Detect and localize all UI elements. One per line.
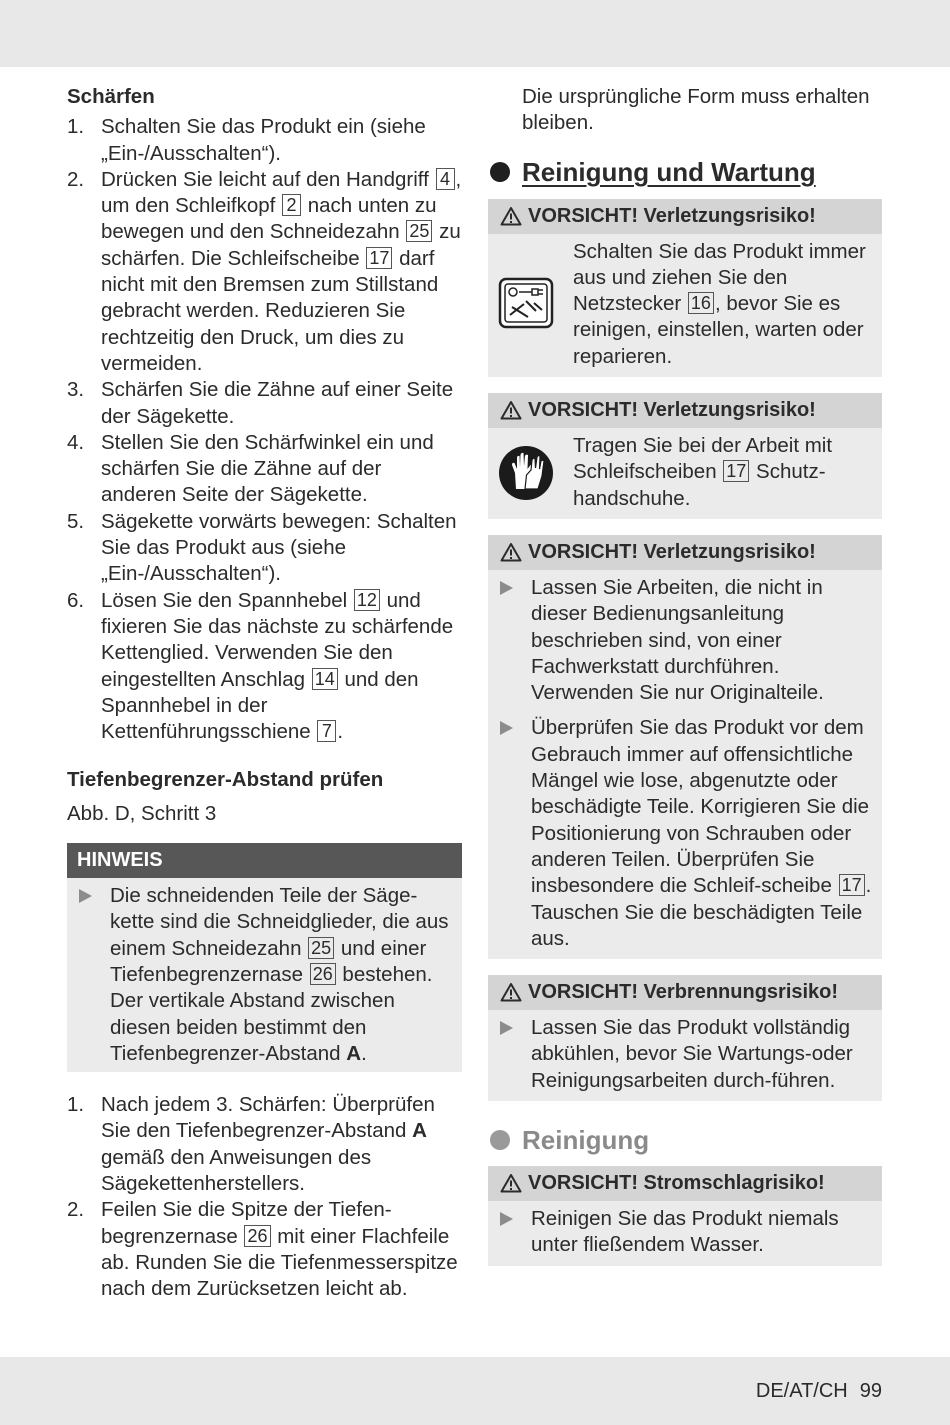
part-number-ref: 12	[354, 589, 380, 611]
step-number: 2.	[67, 1198, 85, 1222]
warning-title: VORSICHT! Verletzungsrisiko!	[488, 199, 882, 234]
step-item	[67, 377, 462, 430]
step-text: Feilen Sie die Spitze der Tiefen-begrenzernase 26 mit einer Flachfeile ab. Runden Sie die Tiefenmesserspitze nach dem Zurücksetzen leicht ab.	[101, 1198, 458, 1301]
step-text: Schärfen Sie die Zähne auf einer Seite der Sägekette.	[101, 378, 454, 428]
part-number-ref: 2	[282, 194, 301, 216]
part-number-ref: 7	[317, 720, 336, 742]
hinweis-text: Die schneidenden Teile der Säge-kette sind die Schneidglieder, die aus einem Schneidezahn 25 und einer Tiefenbegrenzernase 26 bestehen. Der vertikale Abstand zwischen diesen beiden bestimmt den Tiefenbegrenzer-Abstand A.	[110, 884, 449, 1065]
part-number-ref: 16	[688, 292, 714, 314]
part-number-ref: 17	[366, 247, 392, 269]
step-text: Stellen Sie den Schärfwinkel ein und schärfen Sie die Zähne auf der anderen Seite der Sägekette.	[101, 430, 434, 507]
warning-bullets	[488, 570, 882, 959]
warning-bullets	[488, 1201, 882, 1266]
warning-text: Tragen Sie bei der Arbeit mit Schleifscheiben 17 Schutz-handschuhe.	[573, 434, 833, 510]
step-item	[67, 1197, 462, 1302]
section-bullet-icon	[490, 162, 510, 182]
warning-box-unplug	[488, 199, 882, 377]
step-number: 3.	[67, 378, 85, 402]
step-text: Nach jedem 3. Schärfen: Überprüfen Sie den Tiefenbegrenzer-Abstand A gemäß den Anweisungen des Sägekettenherstellers.	[101, 1093, 435, 1195]
top-bar	[0, 0, 950, 67]
right-column	[488, 84, 882, 1266]
warning-box-shock	[488, 1166, 882, 1266]
step-text: Sägekette vorwärts bewegen: Schalten Sie das Produkt aus (siehe „Ein-/Ausschalten“).	[101, 509, 457, 586]
warning-title: VORSICHT! Verletzungsrisiko!	[488, 393, 882, 428]
triangle-bullet-icon	[500, 721, 513, 735]
bold-label: A	[346, 1041, 362, 1065]
step-item	[67, 588, 462, 746]
heading-tiefenbegrenzer: Tiefenbegrenzer-Abstand prüfen	[67, 768, 384, 792]
step-number: 4.	[67, 430, 85, 454]
unplug-icon	[498, 277, 554, 329]
footer-language: DE/AT/CH	[755, 1380, 848, 1402]
warning-bullet-item	[498, 1015, 872, 1094]
step-number: 1.	[67, 115, 85, 139]
triangle-bullet-icon	[500, 1212, 513, 1226]
part-number-ref: 17	[723, 460, 749, 482]
step-number: 1.	[67, 1093, 85, 1117]
warning-title: VORSICHT! Verbrennungsrisiko!	[488, 975, 882, 1010]
step-item	[67, 1092, 462, 1197]
step-item	[67, 114, 462, 167]
section-reinigung: Reinigung	[488, 1125, 882, 1155]
step-item	[67, 167, 462, 377]
warning-title: VORSICHT! Verletzungsrisiko!	[488, 535, 882, 570]
triangle-bullet-icon	[500, 1021, 513, 1035]
warning-triangle-icon	[500, 206, 522, 226]
hinweis-title: HINWEIS	[67, 843, 462, 878]
sharpen-steps	[67, 114, 462, 745]
part-number-ref: 4	[436, 168, 455, 190]
step-item	[67, 509, 462, 588]
warning-triangle-icon	[500, 400, 522, 420]
bold-label: A	[412, 1119, 427, 1143]
step-number: 6.	[67, 588, 85, 612]
hinweis-box	[67, 843, 462, 1072]
warning-triangle-icon	[500, 982, 522, 1002]
step-text: Drücken Sie leicht auf den Handgriff 4 , um den Schleifkopf 2 nach unten zu bewegen und den Schneidezahn 25 zu schärfen. Die Schleifscheibe 17 darf nicht mit den Bremsen zum Stillstand gebracht werden. Reduzieren Sie rechtzeitig den Druck, um dies zu vermeiden.	[101, 167, 462, 375]
figure-reference: Abb. D, Schritt 3	[67, 801, 217, 825]
left-column	[67, 84, 462, 1302]
triangle-bullet-icon	[79, 889, 92, 903]
page-footer	[756, 1378, 882, 1404]
step-item	[67, 430, 462, 509]
step-text: Schalten Sie das Produkt ein (siehe „Ein-/Ausschalten“).	[101, 115, 426, 165]
section-bullet-icon	[490, 1130, 510, 1150]
part-number-ref: 17	[839, 874, 865, 896]
warning-text: Schalten Sie das Produkt immer aus und ziehen Sie den Netzstecker 16 , bevor Sie es reinigen, einstellen, warten oder reparieren.	[573, 239, 866, 368]
warning-triangle-icon	[500, 542, 522, 562]
part-number-ref: 26	[244, 1225, 270, 1247]
part-number-ref: 26	[310, 963, 336, 985]
step-text: Lösen Sie den Spannhebel 12 und fixieren Sie das nächste zu schärfende Kettenglied. Verwenden Sie den eingestellten Anschlag 14 und den Spannhebel in der Kettenführungsschiene 7 .	[101, 588, 454, 744]
hinweis-item	[77, 883, 452, 1067]
warning-bullet-text: Reinigen Sie das Produkt niemals unter fließendem Wasser.	[531, 1207, 839, 1257]
warning-box-burn	[488, 975, 882, 1101]
warning-bullet-text: Überprüfen Sie das Produkt vor dem Gebrauch immer auf offensichtliche Mängel wie lose, abgenutzte oder beschädigte Teile. Korrigieren Sie die Positionierung von Schrauben oder anderen Teilen. Überprüfen Sie insbesondere die Schleif-scheibe 17 . Tauschen Sie die beschädigten Teile aus.	[531, 716, 872, 950]
gloves-icon	[498, 445, 554, 501]
warning-bullet-text: Lassen Sie Arbeiten, die nicht in dieser Bedienungsanleitung beschrieben sind, von einer Fachwerkstatt durchführen. Verwenden Sie nur Originalteile.	[531, 575, 824, 705]
warning-triangle-icon	[500, 1173, 522, 1193]
hinweis-body	[67, 878, 462, 1072]
warning-bullet-text: Lassen Sie das Produkt vollständig abkühlen, bevor Sie Wartungs-oder Reinigungsarbeiten durch-führen.	[531, 1016, 853, 1092]
warning-title: VORSICHT! Stromschlagrisiko!	[488, 1166, 882, 1201]
depth-gauge-steps	[67, 1092, 462, 1302]
section-reinigung-wartung: Reinigung und Wartung	[488, 157, 882, 187]
step-number: 5.	[67, 509, 85, 533]
warning-box-workshop	[488, 535, 882, 959]
warning-bullet-item	[498, 715, 872, 952]
warning-bullet-item	[498, 575, 872, 706]
step-number: 2.	[67, 167, 85, 191]
warning-bullet-item	[498, 1206, 872, 1259]
heading-schaerfen: Schärfen	[67, 85, 155, 108]
warning-bullets	[488, 1010, 882, 1101]
part-number-ref: 14	[312, 668, 338, 690]
part-number-ref: 25	[308, 937, 334, 959]
part-number-ref: 25	[406, 220, 432, 242]
page-number: 99	[859, 1380, 882, 1402]
intro-text: Die ursprüngliche Form muss erhalten bleiben.	[522, 85, 870, 135]
triangle-bullet-icon	[500, 581, 513, 595]
warning-box-gloves	[488, 393, 882, 519]
